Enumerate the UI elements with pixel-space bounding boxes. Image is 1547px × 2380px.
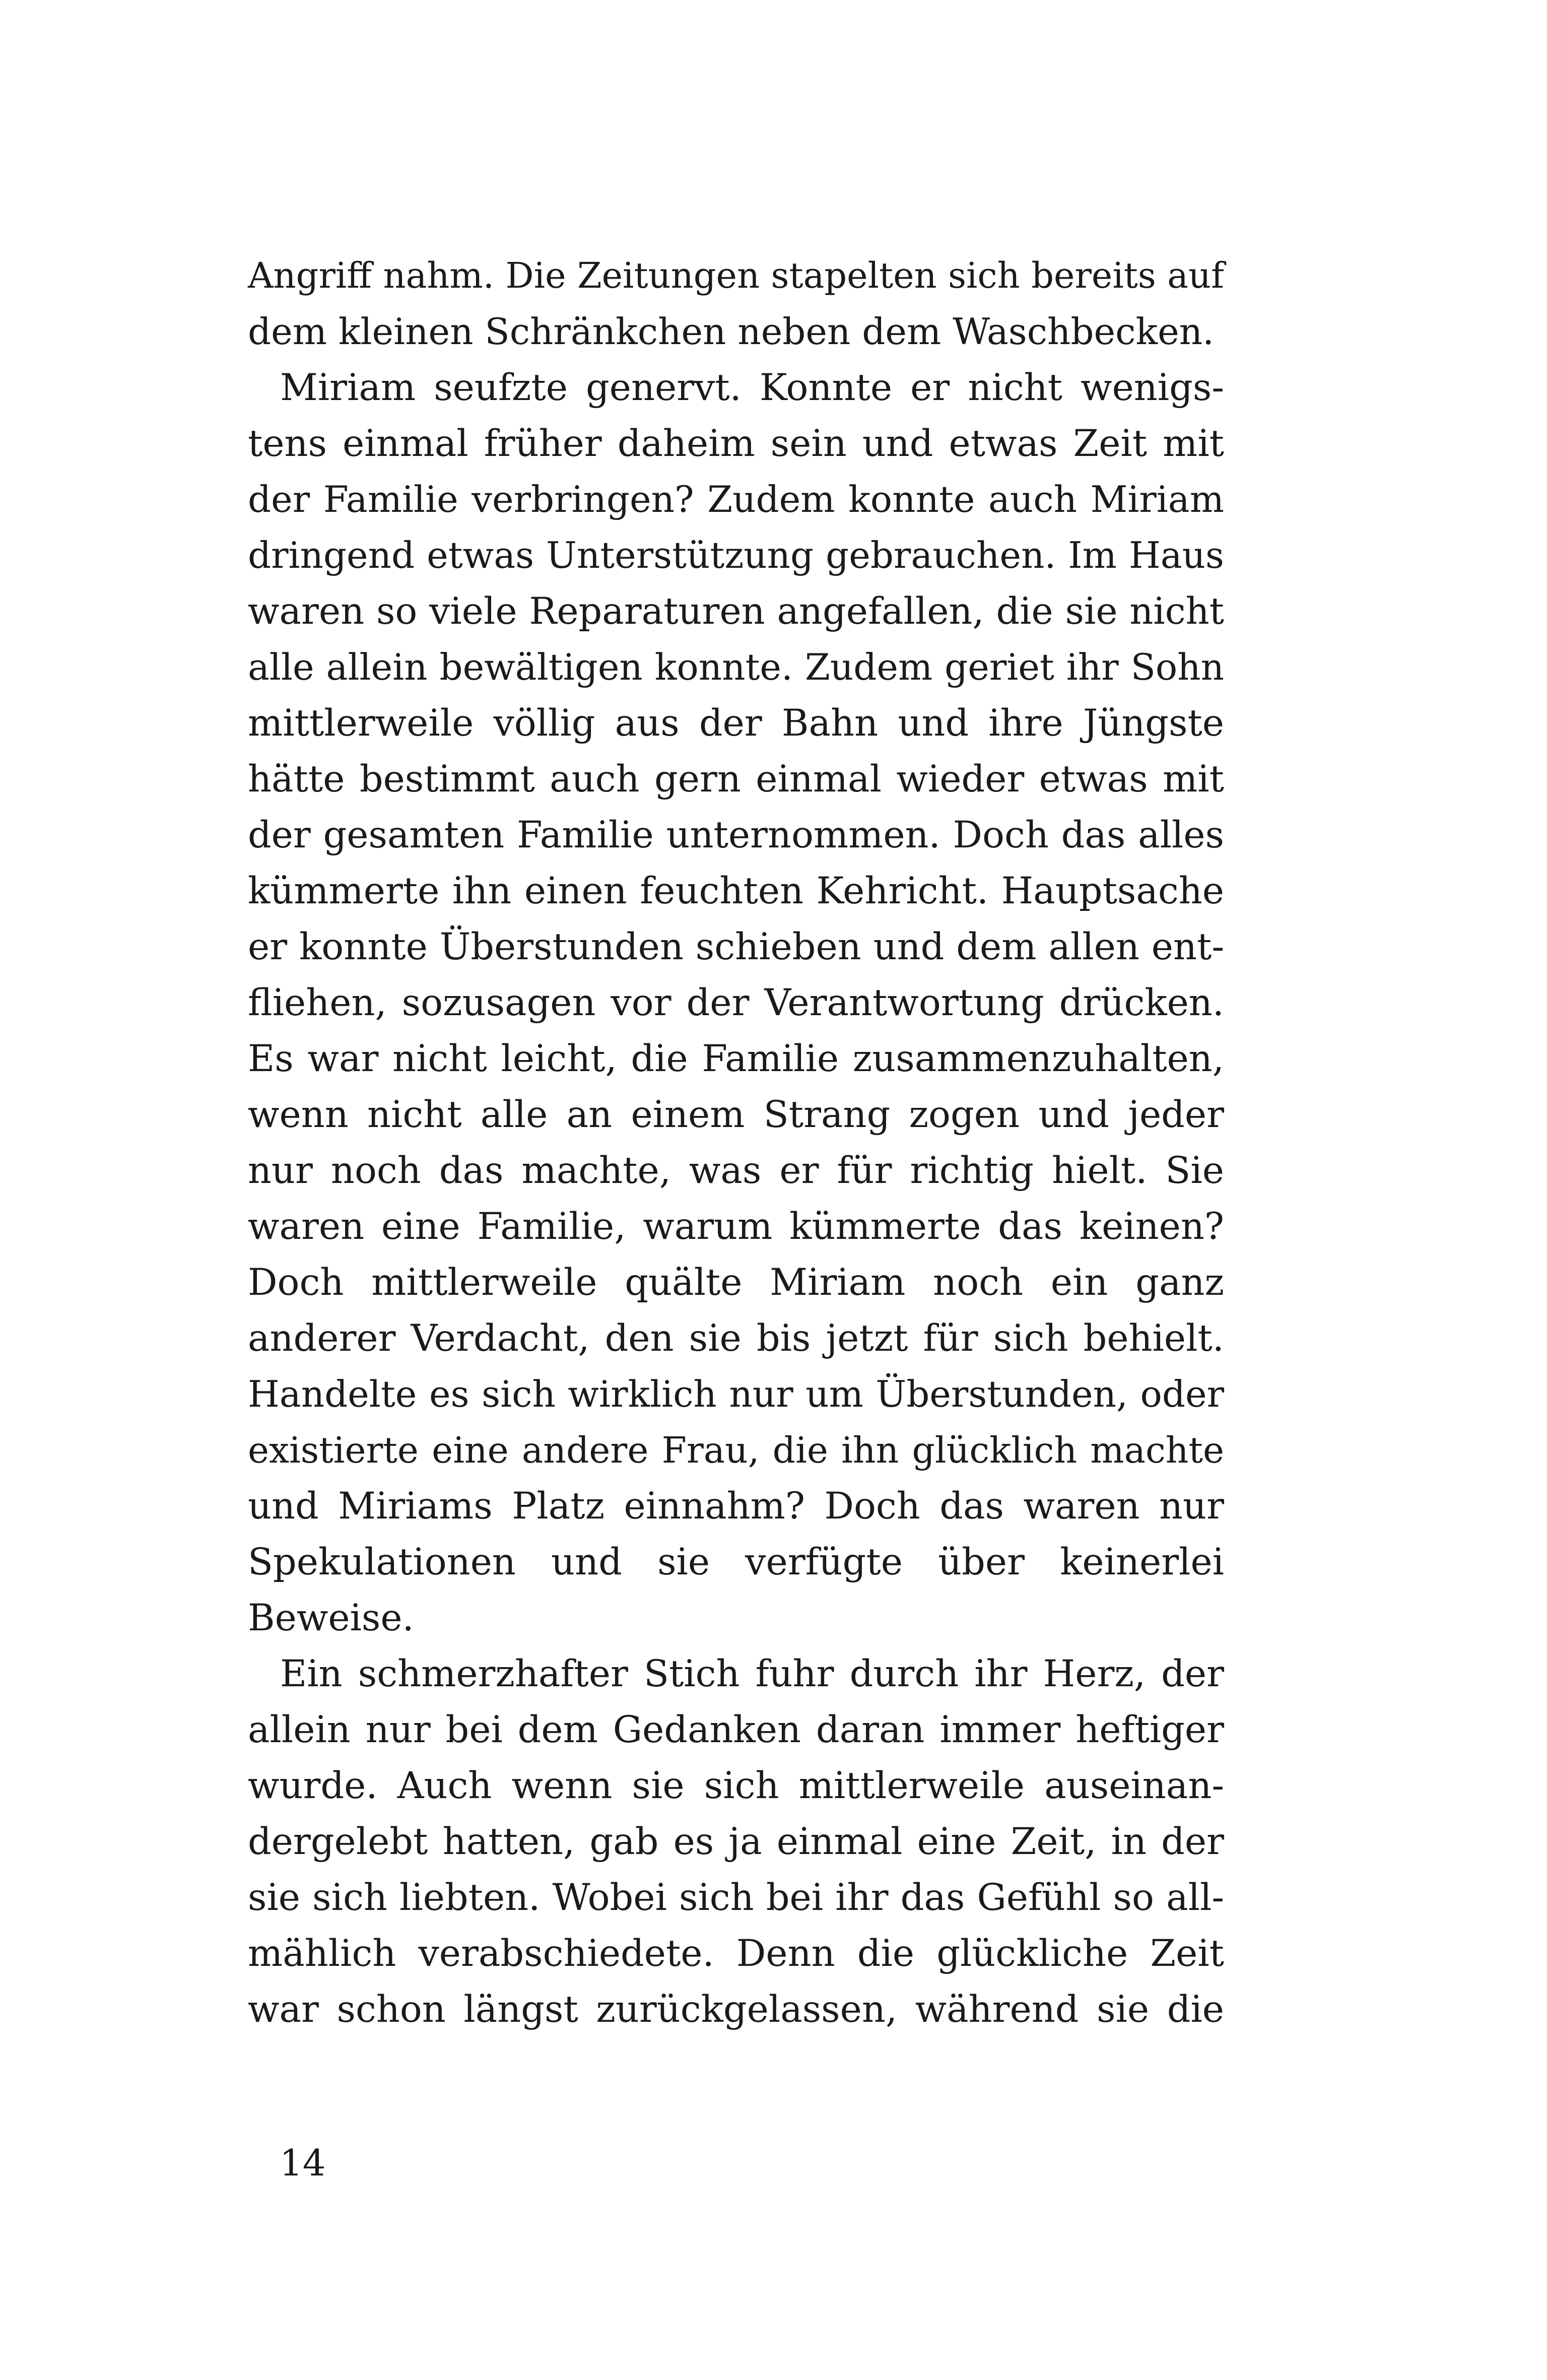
text-line: er konnte Überstunden schieben und dem allen ent-	[248, 925, 1224, 968]
text-line: der Familie verbringen? Zudem konnte auch Miriam	[248, 478, 1224, 520]
text-line: Es war nicht leicht, die Familie zusammenzuhalten,	[248, 1037, 1224, 1080]
text-line: der gesamten Familie unternommen. Doch das alles	[248, 814, 1224, 856]
text-line: mittlerweile völlig aus der Bahn und ihre Jüngste	[248, 702, 1224, 745]
text-line: Handelte es sich wirklich nur um Überstunden, oder	[248, 1373, 1224, 1415]
page-number: 14	[280, 2142, 326, 2184]
text-line: mählich verabschiedete. Denn die glückliche Zeit	[248, 1932, 1224, 1975]
text-line: anderer Verdacht, den sie bis jetzt für sich behielt.	[248, 1317, 1224, 1360]
text-line: fliehen, sozusagen vor der Verantwortung drücken.	[248, 981, 1224, 1024]
text-line: sie sich liebten. Wobei sich bei ihr das Gefühl so all-	[248, 1876, 1224, 1919]
text-line: waren eine Familie, warum kümmerte das keinen?	[248, 1205, 1224, 1248]
text-line: waren so viele Reparaturen angefallen, die sie nicht	[248, 590, 1224, 633]
text-line: nur noch das machte, was er für richtig hielt. Sie	[248, 1149, 1224, 1192]
text-line: existierte eine andere Frau, die ihn glücklich machte	[248, 1429, 1224, 1471]
text-line: hätte bestimmt auch gern einmal wieder etwas mit	[248, 758, 1224, 801]
body-text	[248, 248, 1224, 2037]
text-line: Miriam seufzte genervt. Konnte er nicht wenigs-	[280, 366, 1224, 409]
text-line: war schon längst zurückgelassen, während sie die	[248, 1988, 1224, 2031]
text-line: dergelebt hatten, gab es ja einmal eine Zeit, in der	[248, 1820, 1224, 1863]
text-line: kümmerte ihn einen feuchten Kehricht. Hauptsache	[248, 870, 1224, 912]
text-line: tens einmal früher daheim sein und etwas Zeit mit	[248, 422, 1224, 465]
text-line: Beweise.	[248, 1597, 414, 1639]
text-line: wurde. Auch wenn sie sich mittlerweile auseinan-	[248, 1764, 1224, 1807]
text-line: Spekulationen und sie verfügte über keinerlei	[248, 1541, 1224, 1583]
text-line: dem kleinen Schränkchen neben dem Waschbecken.	[248, 310, 1214, 353]
text-line: dringend etwas Unterstützung gebrauchen. Im Haus	[248, 534, 1224, 576]
text-line: allein nur bei dem Gedanken daran immer heftiger	[248, 1708, 1224, 1751]
text-line: und Miriams Platz einnahm? Doch das waren nur	[248, 1485, 1224, 1528]
text-line: Angriff nahm. Die Zeitungen stapelten sich bereits auf	[248, 255, 1224, 296]
text-line: alle allein bewältigen konnte. Zudem geriet ihr Sohn	[248, 646, 1224, 688]
text-line: Doch mittlerweile quälte Miriam noch ein ganz	[248, 1261, 1224, 1304]
text-line: Ein schmerzhafter Stich fuhr durch ihr Herz, der	[280, 1652, 1224, 1695]
text-line: wenn nicht alle an einem Strang zogen und jeder	[248, 1093, 1224, 1136]
